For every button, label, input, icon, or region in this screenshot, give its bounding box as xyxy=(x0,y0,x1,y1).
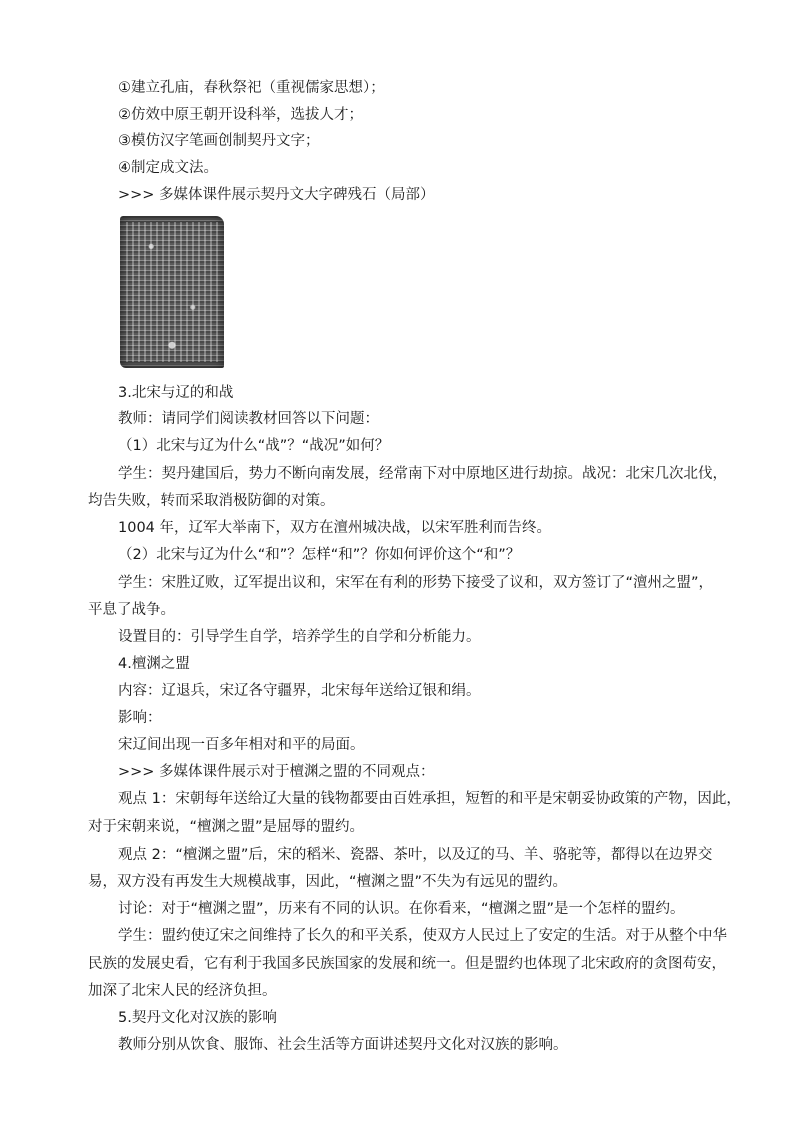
paragraph-line: 教师分别从饮食、服饰、社会生活等方面讲述契丹文化对汉族的影响。 xyxy=(118,1037,568,1053)
multimedia-caption: >>> 多媒体课件展示对于檀渊之盟的不同观点： xyxy=(118,764,435,780)
paragraph-line: 观点 2：“檀渊之盟”后，宋的稻米、瓷器、茶叶，以及辽的马、羊、骆驼等，都得以在边界交 xyxy=(118,847,713,863)
paragraph-line: ④制定成文法。 xyxy=(118,160,218,176)
paragraph-line: 学生：宋胜辽败，辽军提出议和，宋军在有利的形势下接受了议和，双方签订了“澶州之盟”， xyxy=(118,575,714,591)
question-line: （1）北宋与辽为什么“战”？“战况”如何？ xyxy=(118,438,390,454)
paragraph-line: 教师：请同学们阅读教材回答以下问题： xyxy=(118,411,379,427)
multimedia-caption: >>> 多媒体课件展示契丹文大字碑残石（局部） xyxy=(118,187,435,203)
section-heading: 5.契丹文化对汉族的影响 xyxy=(118,1010,277,1026)
section-heading: 4.檀渊之盟 xyxy=(118,656,190,672)
paragraph-line: 内容：辽退兵，宋辽各守疆界，北宋每年送给辽银和绢。 xyxy=(118,683,481,699)
paragraph-line: 宋辽间出现一百多年相对和平的局面。 xyxy=(118,737,365,753)
paragraph-line: 易，双方没有再发生大规模战事，因此，“檀渊之盟”不失为有远见的盟约。 xyxy=(88,874,568,890)
paragraph-line: 民族的发展史看，它有利于我国多民族国家的发展和统一。但是盟约也体现了北宋政府的贪图苟安， xyxy=(88,956,726,972)
paragraph-line: 1004 年，辽军大举南下，双方在澶州城决战，以宋军胜利而告终。 xyxy=(118,520,552,536)
paragraph-line: ①建立孔庙，春秋祭祀（重视儒家思想）； xyxy=(118,80,385,96)
khitan-stele-fragment-image xyxy=(120,216,224,368)
paragraph-line: 影响： xyxy=(118,710,162,726)
paragraph-line: ②仿效中原王朝开设科举，选拔人才； xyxy=(118,107,363,123)
paragraph-line: 均告失败，转而采取消极防御的对策。 xyxy=(88,493,335,509)
paragraph-line: 讨论：对于“檀渊之盟”，历来有不同的认识。在你看来，“檀渊之盟”是一个怎样的盟约。 xyxy=(118,901,685,917)
paragraph-line: 对于宋朝来说，“檀渊之盟”是屈辱的盟约。 xyxy=(88,819,365,835)
paragraph-line: 学生：盟约使辽宋之间维持了长久的和平关系，使双方人民过上了安定的生活。对于从整个中华 xyxy=(118,928,727,944)
paragraph-line: ③模仿汉字笔画创制契丹文字； xyxy=(118,133,320,149)
paragraph-line: 观点 1：宋朝每年送给辽大量的钱物都要由百姓承担，短暂的和平是宋朝妥协政策的产物，因此， xyxy=(118,791,741,807)
paragraph-line: 平息了战争。 xyxy=(88,602,175,618)
paragraph-line: 学生：契丹建国后，势力不断向南发展，经常南下对中原地区进行劫掠。战况：北宋几次北伐， xyxy=(118,466,727,482)
paragraph-line: 加深了北宋人民的经济负担。 xyxy=(88,983,277,999)
paragraph-line: 设置目的：引导学生自学，培养学生的自学和分析能力。 xyxy=(118,629,481,645)
section-heading: 3.北宋与辽的和战 xyxy=(118,385,234,401)
question-line: （2）北宋与辽为什么“和”？怎样“和”？你如何评价这个“和”？ xyxy=(118,547,521,563)
